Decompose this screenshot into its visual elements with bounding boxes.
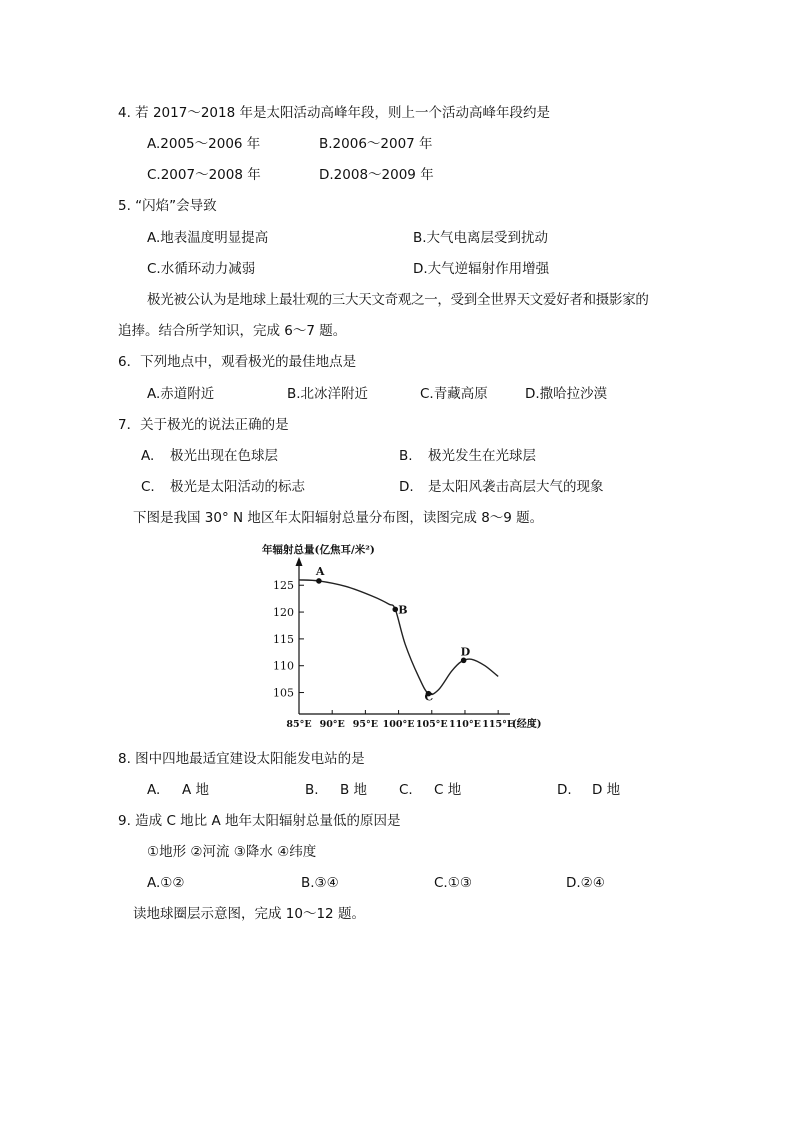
q8-option-b-text: B 地 xyxy=(340,782,368,798)
intro-10-12: 读地球圈层示意图，完成 10～12 题。 xyxy=(133,906,365,922)
point-a-marker xyxy=(316,578,322,584)
y-tick-label: 105 xyxy=(273,686,294,700)
point-d-marker xyxy=(461,658,467,664)
q4-option-d: D.2008～2009 年 xyxy=(319,167,434,183)
q9-option-c: C.①③ xyxy=(434,875,472,891)
q8-stem: 8. 图中四地最适宜建设太阳能发电站的是 xyxy=(118,751,365,767)
q5-option-d: D.大气逆辐射作用增强 xyxy=(413,261,550,277)
x-tick-label: 115°E xyxy=(482,719,515,730)
point-b-label: B xyxy=(398,603,408,617)
radiation-curve xyxy=(299,580,498,695)
q8-option-a-text: A 地 xyxy=(182,782,210,798)
q4-option-c: C.2007～2008 年 xyxy=(147,167,261,183)
x-axis-title: (经度) xyxy=(512,719,542,730)
q7-option-a-letter: A. xyxy=(141,448,155,464)
q4-stem: 4. 若 2017～2018 年是太阳活动高峰年段，则上一个活动高峰年段约是 xyxy=(118,105,550,121)
point-d-label: D xyxy=(460,645,471,659)
q9-factors: ①地形 ②河流 ③降水 ④纬度 xyxy=(147,844,317,860)
q7-option-c-letter: C. xyxy=(141,479,155,495)
q8-option-d-text: D 地 xyxy=(592,782,621,798)
y-tick-label: 110 xyxy=(273,659,294,673)
x-tick-label: 100°E xyxy=(382,719,415,730)
y-axis-title: 年辐射总量(亿焦耳/米²) xyxy=(262,544,375,556)
q9-option-d: D.②④ xyxy=(566,875,605,891)
q4-option-a: A.2005～2006 年 xyxy=(147,136,261,152)
q4-option-b: B.2006～2007 年 xyxy=(319,136,433,152)
q7-option-a-text: 极光出现在色球层 xyxy=(170,448,278,464)
y-tick-label: 125 xyxy=(273,579,294,593)
q7-stem: 7．关于极光的说法正确的是 xyxy=(118,417,289,433)
q5-option-a: A.地表温度明显提高 xyxy=(147,230,269,246)
q5-stem: 5. “闪焰”会导致 xyxy=(118,198,217,214)
q7-option-b-text: 极光发生在光球层 xyxy=(428,448,536,464)
q6-stem: 6．下列地点中，观看极光的最佳地点是 xyxy=(118,354,357,370)
q7-option-d-letter: D. xyxy=(399,479,414,495)
x-tick-label: 95°E xyxy=(352,719,378,730)
point-b-marker xyxy=(392,607,398,613)
q9-option-a: A.①② xyxy=(147,875,185,891)
q8-option-c-letter: C. xyxy=(399,782,413,798)
q8-option-c-text: C 地 xyxy=(434,782,462,798)
y-tick-label: 115 xyxy=(273,632,294,646)
q7-option-d-text: 是太阳风袭击高层大气的现象 xyxy=(428,479,604,495)
q9-option-b: B.③④ xyxy=(301,875,339,891)
q7-option-b-letter: B. xyxy=(399,448,413,464)
x-tick-label: 85°E xyxy=(286,719,312,730)
x-tick-label: 105°E xyxy=(415,719,448,730)
y-axis-arrow xyxy=(296,557,303,566)
x-tick-label: 90°E xyxy=(319,719,345,730)
point-a-label: A xyxy=(315,564,325,578)
intro-6-7-line2: 追捧。结合所学知识，完成 6～7 题。 xyxy=(118,323,347,339)
point-c-label: C xyxy=(424,690,434,704)
q5-option-c: C.水循环动力减弱 xyxy=(147,261,256,277)
q9-stem: 9. 造成 C 地比 A 地年太阳辐射总量低的原因是 xyxy=(118,813,401,829)
q8-option-a-letter: A. xyxy=(147,782,161,798)
intro-6-7-line1: 极光被公认为是地球上最壮观的三大天文奇观之一，受到全世界天文爱好者和摄影家的 xyxy=(147,292,649,308)
y-tick-label: 120 xyxy=(273,606,294,620)
q8-option-d-letter: D. xyxy=(557,782,572,798)
q8-option-b-letter: B. xyxy=(305,782,319,798)
intro-8-9: 下图是我国 30° N 地区年太阳辐射总量分布图，读图完成 8～9 题。 xyxy=(133,510,544,526)
q6-option-a: A.赤道附近 xyxy=(147,386,215,402)
q6-option-d: D.撒哈拉沙漠 xyxy=(525,386,608,402)
q7-option-c-text: 极光是太阳活动的标志 xyxy=(170,479,305,495)
x-tick-label: 110°E xyxy=(449,719,481,730)
q6-option-c: C.青藏高原 xyxy=(420,386,488,402)
q6-option-b: B.北冰洋附近 xyxy=(287,386,369,402)
q5-option-b: B.大气电离层受到扰动 xyxy=(413,230,549,246)
solar-radiation-chart xyxy=(258,538,558,734)
